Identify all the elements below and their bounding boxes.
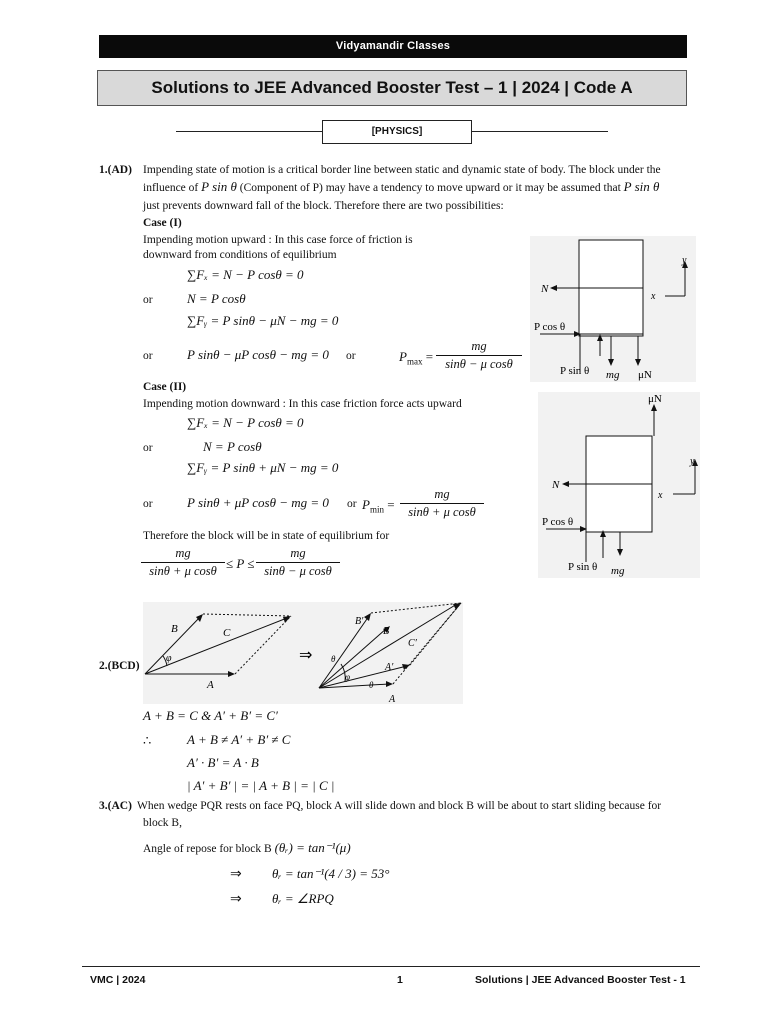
eq-sum-fy-2: ∑Fᵧ = P sinθ + μN − mg = 0 bbox=[187, 460, 339, 475]
pmax-fraction bbox=[436, 339, 522, 372]
implies-arrow: ⇒ bbox=[299, 645, 313, 664]
q1-intro-line2b: (Component of P) may have a tendency to move upward or it may be assumed that bbox=[236, 182, 624, 194]
q3-line1: When wedge PQR rests on face PQ, block A will slide down and block B will be about to start sliding because for bbox=[137, 800, 662, 812]
eq-n-1: N = P cosθ bbox=[187, 291, 246, 306]
ineq-num-left: mg bbox=[141, 546, 225, 563]
fig2-pcos: P cos θ bbox=[542, 516, 574, 528]
case2-label: Case (II) bbox=[143, 381, 187, 393]
fig1-muN: μN bbox=[638, 369, 652, 381]
fig2-psin: P sin θ bbox=[568, 561, 598, 573]
case1-line2: downward from conditions of equilibrium bbox=[143, 249, 337, 261]
case2-line1: Impending motion downward : In this case friction force acts upward bbox=[143, 398, 462, 410]
q2-eq1: A + B = C & A′ + B′ = C′ bbox=[143, 708, 278, 723]
therefore-line: Therefore the block will be in state of equilibrium for bbox=[143, 530, 390, 542]
or-4: or bbox=[143, 442, 153, 454]
q2-eq2: A + B ≠ A′ + B′ ≠ C bbox=[187, 732, 291, 747]
q3-eq2: θᵣ = ∠RPQ bbox=[272, 891, 334, 906]
case1-force-diagram bbox=[530, 236, 696, 382]
footer-rule bbox=[82, 966, 700, 967]
q2-eq4: | A′ + B′ | = | A + B | = | C | bbox=[187, 778, 335, 793]
q2-number: 2.(BCD) bbox=[99, 660, 140, 672]
fig2-N: N bbox=[552, 479, 560, 491]
case1-label: Case (I) bbox=[143, 217, 182, 229]
vec-Ap: A′ bbox=[385, 662, 394, 673]
pmax-p: P bbox=[399, 349, 407, 364]
eq-n-2: N = P cosθ bbox=[203, 439, 262, 454]
footer-right: Solutions | JEE Advanced Booster Test - 1 bbox=[475, 974, 686, 986]
or-2: or bbox=[143, 350, 153, 362]
fig1-x: x bbox=[651, 291, 656, 302]
pmin-p: P bbox=[362, 497, 370, 512]
eq-sum-fy-1: ∑Fᵧ = P sinθ − μN − mg = 0 bbox=[187, 313, 339, 328]
or-1: or bbox=[143, 294, 153, 306]
fig1-psin: P sin θ bbox=[560, 365, 590, 377]
eq-psin-2: P sinθ + μP cosθ − mg = 0 bbox=[187, 495, 329, 510]
footer-left: VMC | 2024 bbox=[90, 974, 146, 986]
page-number: 1 bbox=[397, 974, 403, 986]
pmax-label: $P_{max}$ = bbox=[399, 349, 434, 367]
pmin-sub: min bbox=[369, 504, 384, 515]
q3-angle-eq: (θᵣ) = tan⁻¹(μ) bbox=[274, 840, 351, 855]
fig2-muN: μN bbox=[648, 393, 662, 405]
pmin-fraction bbox=[400, 487, 484, 520]
ineq-den-left: sinθ + μ cosθ bbox=[149, 564, 217, 578]
eq-psin-1: P sinθ − μP cosθ − mg = 0 bbox=[187, 347, 329, 362]
q1-intro-line1: Impending state of motion is a critical border line between static and dynamic state of body. The block under the bbox=[143, 164, 661, 176]
ineq-fraction-right bbox=[256, 546, 340, 579]
vec-A: A bbox=[207, 679, 214, 691]
ineq-middle: ≤ P ≤ bbox=[226, 556, 255, 571]
angle-theta-1: θ bbox=[331, 654, 336, 664]
vec-B2: B bbox=[383, 626, 390, 637]
section-rule-left bbox=[176, 131, 322, 132]
ineq-den-right: sinθ − μ cosθ bbox=[264, 564, 332, 578]
q3-eq1: θᵣ = tan⁻¹(4 / 3) = 53° bbox=[272, 866, 390, 881]
angle-theta-2: θ bbox=[369, 680, 374, 690]
angle-phi-2: φ bbox=[345, 672, 350, 682]
eq-sum-fx-1: ∑Fₓ = N − P cosθ = 0 bbox=[187, 267, 304, 282]
q2-therefore: ∴ bbox=[143, 733, 152, 748]
q3-implies-1: ⇒ bbox=[230, 867, 242, 882]
pmin-den: sinθ + μ cosθ bbox=[408, 505, 476, 519]
or-6: or bbox=[347, 498, 357, 510]
q3-number: 3.(AC) bbox=[99, 800, 132, 812]
eq-sum-fx-2: ∑Fₓ = N − P cosθ = 0 bbox=[187, 415, 304, 430]
fig2-mg: mg bbox=[611, 565, 625, 577]
section-label: [PHYSICS] bbox=[322, 120, 472, 144]
q1-intro-line3: just prevents downward fall of the block. Therefore there are two possibilities: bbox=[143, 200, 504, 212]
pmin-num: mg bbox=[400, 487, 484, 504]
q1-psin-1: P sin θ bbox=[201, 179, 237, 194]
q3-angle-line bbox=[143, 841, 351, 856]
page-title: Solutions to JEE Advanced Booster Test – 1 | 2024 | Code A bbox=[97, 70, 687, 106]
vec-A2: A bbox=[389, 694, 396, 704]
pmax-sub: max bbox=[406, 356, 423, 367]
vec-B: B bbox=[171, 623, 178, 635]
fig1-N: N bbox=[541, 283, 549, 295]
angle-phi: φ bbox=[166, 653, 172, 664]
fig1-pcos: P cos θ bbox=[534, 321, 566, 333]
ineq-num-right: mg bbox=[256, 546, 340, 563]
ineq-fraction-left bbox=[141, 546, 225, 579]
q1-intro-line2 bbox=[143, 180, 659, 195]
org-banner: Vidyamandir Classes bbox=[99, 35, 687, 58]
vec-C: C bbox=[223, 627, 231, 639]
q3-implies-2: ⇒ bbox=[230, 892, 242, 907]
q1-intro-line2a: influence of bbox=[143, 182, 202, 194]
vector-addition-diagram bbox=[143, 602, 463, 704]
q1-number: 1.(AD) bbox=[99, 164, 132, 176]
q3-line2: block B, bbox=[143, 817, 182, 829]
section-rule-right bbox=[470, 131, 608, 132]
or-3: or bbox=[346, 350, 356, 362]
q1-psin-2: P sin θ bbox=[623, 179, 660, 194]
q3-angle-text: Angle of repose for block B bbox=[143, 843, 272, 855]
vec-Bp: B′ bbox=[355, 616, 364, 627]
fig2-x: x bbox=[658, 490, 663, 501]
vec-Cp: C′ bbox=[408, 638, 417, 649]
fig2-y: y bbox=[690, 456, 695, 467]
pmax-num: mg bbox=[436, 339, 522, 356]
pmax-den: sinθ − μ cosθ bbox=[445, 357, 513, 371]
q2-eq3: A′ · B′ = A · B bbox=[187, 755, 259, 770]
pmin-label: $P_{min}$ = bbox=[362, 497, 395, 515]
or-5: or bbox=[143, 498, 153, 510]
case1-line1: Impending motion upward : In this case force of friction is bbox=[143, 234, 413, 246]
case2-force-diagram bbox=[538, 392, 700, 578]
fig1-mg: mg bbox=[606, 369, 620, 381]
fig1-y: y bbox=[682, 255, 687, 266]
